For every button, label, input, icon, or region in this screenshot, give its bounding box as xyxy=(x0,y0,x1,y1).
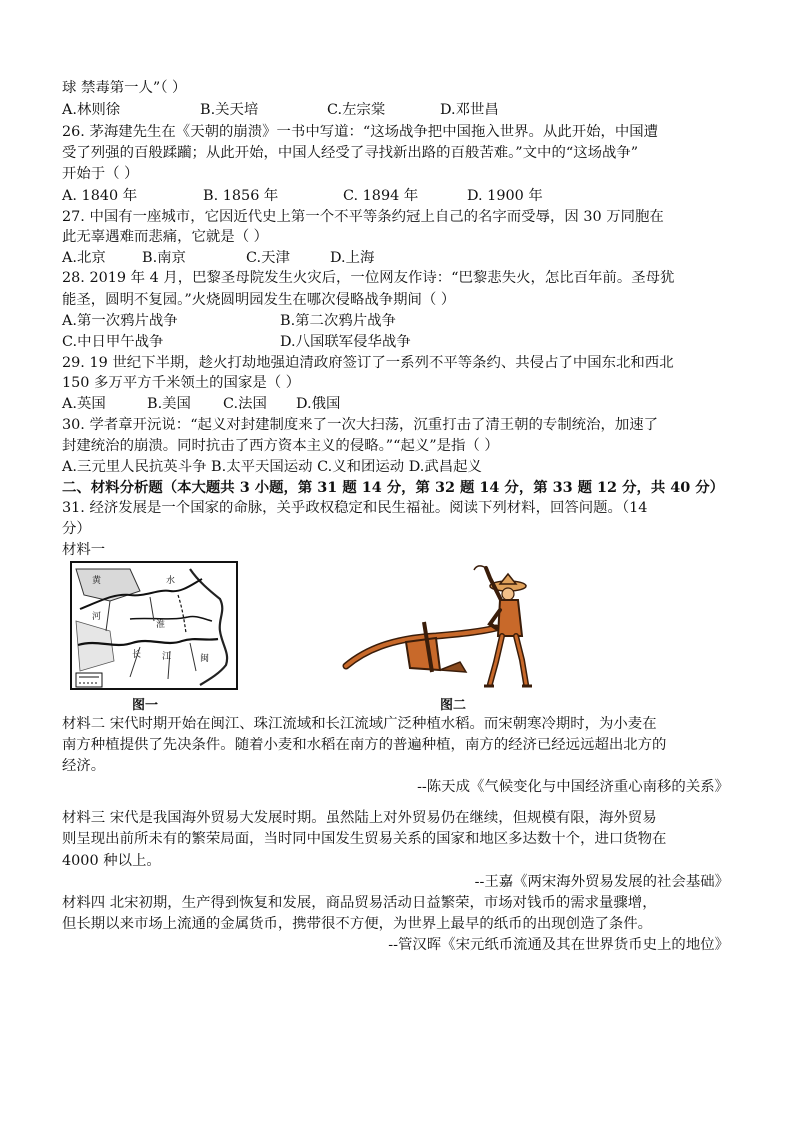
q26-option-c: C. 1894 年 xyxy=(343,188,419,204)
map-label-huai: 淮 xyxy=(156,620,166,630)
q26-option-b: B. 1856 年 xyxy=(203,188,279,204)
q31-line-1: 31. 经济发展是一个国家的命脉，关乎政权稳定和民生福祉。阅读下列材料，回答问题。（14 xyxy=(62,500,648,516)
q30-line-1: 30. 学者章开沅说：“起义对封建制度来了一次大扫荡，沉重打击了清王朝的专制统治，加速了 xyxy=(62,417,659,433)
q27-option-a: A.北京 xyxy=(62,250,106,266)
q28-line-2: 能圣，圆明不复园。”火烧圆明园发生在哪次侵略战争期间（ ） xyxy=(62,292,456,308)
material-3-line-3: 4000 种以上。 xyxy=(62,853,161,869)
farmer-leg-left-fill xyxy=(490,636,502,684)
material-4-source: --管汉晖《宋元纸币流通及其在世界货币史上的地位》 xyxy=(388,937,729,953)
q26-line-1: 26. 茅海建先生在《天朝的崩溃》一书中写道：“这场战争把中国拖入世界。从此开始，中国遭 xyxy=(62,124,659,140)
q25-option-a: A.林则徐 xyxy=(62,102,121,118)
q27-option-d: D.上海 xyxy=(330,250,375,266)
map-label-chang: 长 xyxy=(132,650,142,660)
map-label-jiang: 江 xyxy=(162,652,172,662)
material-4-line-1: 材料四 北宋初期，生产得到恢复和发展，商品贸易活动日益繁荣，市场对钱币的需求量骤增， xyxy=(62,895,657,911)
q25-option-c: C.左宗棠 xyxy=(327,102,386,118)
q28-option-a: A.第一次鸦片战争 xyxy=(62,313,178,329)
material-2-line-1: 材料二 宋代时期开始在闽江、珠江流域和长江流域广泛种植水稻。而宋朝寒冷期时，为小麦在 xyxy=(62,716,657,732)
q29-line-2: 150 多万平方千米领土的国家是（ ） xyxy=(62,375,301,391)
q29-option-c: C.法国 xyxy=(223,396,267,412)
q27-option-b: B.南京 xyxy=(142,250,186,266)
q28-option-d: D.八国联军侵华战争 xyxy=(280,334,411,350)
q26-option-a: A. 1840 年 xyxy=(62,188,138,204)
material-3-line-1: 材料三 宋代是我国海外贸易大发展时期。虽然陆上对外贸易仍在继续，但规模有限，海外贸易 xyxy=(62,810,657,826)
farmer-head xyxy=(502,588,514,600)
q29-option-d: D.俄国 xyxy=(296,396,341,412)
q28-line-1: 28. 2019 年 4 月，巴黎圣母院发生火灾后，一位网友作诗：“巴黎悲失火，怎比百年前。圣母犹 xyxy=(62,270,675,286)
farmer-plow-figure xyxy=(340,562,540,690)
q27-option-c: C.天津 xyxy=(246,250,290,266)
material-3-line-2: 则呈现出前所未有的繁荣局面，当时同中国发生贸易关系的国家和地区多达数十个，进口货物在 xyxy=(62,831,667,847)
material-4-line-2: 但长期以来市场上流通的金属货币，携带很不方便，为世界上最早的纸币的出现创造了条件。 xyxy=(62,916,653,932)
material-2-line-3: 经济。 xyxy=(62,758,106,774)
section-2-heading: 二、材料分析题（本大题共 3 小题，第 31 题 14 分，第 32 题 14 分，第 33 题 12 分，共 40 分） xyxy=(62,479,725,496)
q27-line-2: 此无辜遇难而悲痛，它就是（ ） xyxy=(62,229,269,245)
song-dynasty-map-figure xyxy=(70,561,238,690)
q26-line-2: 受了列强的百般蹂躏；从此开始，中国人经受了寻找新出路的百般苦难。”文中的“这场战争” xyxy=(62,145,639,161)
q27-line-1: 27. 中国有一座城市，它因近代史上第一个不平等条约冠上自己的名字而受辱，因 30 万同胞在 xyxy=(62,209,664,225)
map-label-shui: 水 xyxy=(166,576,176,586)
q25-tail: 球 禁毒第一人”（ ） xyxy=(62,80,187,96)
map-label-huang: 黄 xyxy=(92,576,102,586)
figure-1-caption: 图一 xyxy=(132,698,159,713)
q28-option-b: B.第二次鸦片战争 xyxy=(280,313,396,329)
q31-line-2: 分） xyxy=(62,521,91,537)
q29-option-b: B.美国 xyxy=(147,396,191,412)
figure-2-caption: 图二 xyxy=(440,698,467,713)
q28-option-c: C.中日甲午战争 xyxy=(62,334,164,350)
q26-line-3: 开始于（ ） xyxy=(62,166,139,182)
map-legend xyxy=(76,673,102,687)
q30-line-2: 封建统治的崩溃。同时抗击了西方资本主义的侵略。”“起义”是指（ ） xyxy=(62,438,499,454)
map-label-he: 河 xyxy=(92,612,102,622)
material-3-source: --王嘉《两宋海外贸易发展的社会基础》 xyxy=(474,874,729,890)
plow-body xyxy=(406,638,440,670)
plow-share xyxy=(440,662,466,672)
q30-options: A.三元里人民抗英斗争 B.太平天国运动 C.义和团运动 D.武昌起义 xyxy=(62,459,482,475)
farmer-torso xyxy=(498,600,522,636)
q26-option-d: D. 1900 年 xyxy=(467,188,543,204)
q29-option-a: A.英国 xyxy=(62,396,106,412)
q25-option-d: D.邓世昌 xyxy=(440,102,499,118)
map-label-min: 闽 xyxy=(200,654,210,664)
q25-option-b: B.关天培 xyxy=(200,102,259,118)
q29-line-1: 29. 19 世纪下半期，趁火打劫地强迫清政府签订了一系列不平等条约、共侵占了中国东北和西北 xyxy=(62,355,674,371)
farmer-hat-top xyxy=(500,574,516,584)
material-2-source: --陈天成《气候变化与中国经济重心南移的关系》 xyxy=(417,779,729,795)
material-2-line-2: 南方种植提供了先决条件。随着小麦和水稻在南方的普遍种植，南方的经济已经远远超出北方的 xyxy=(62,737,667,753)
material-1-label: 材料一 xyxy=(62,542,106,558)
